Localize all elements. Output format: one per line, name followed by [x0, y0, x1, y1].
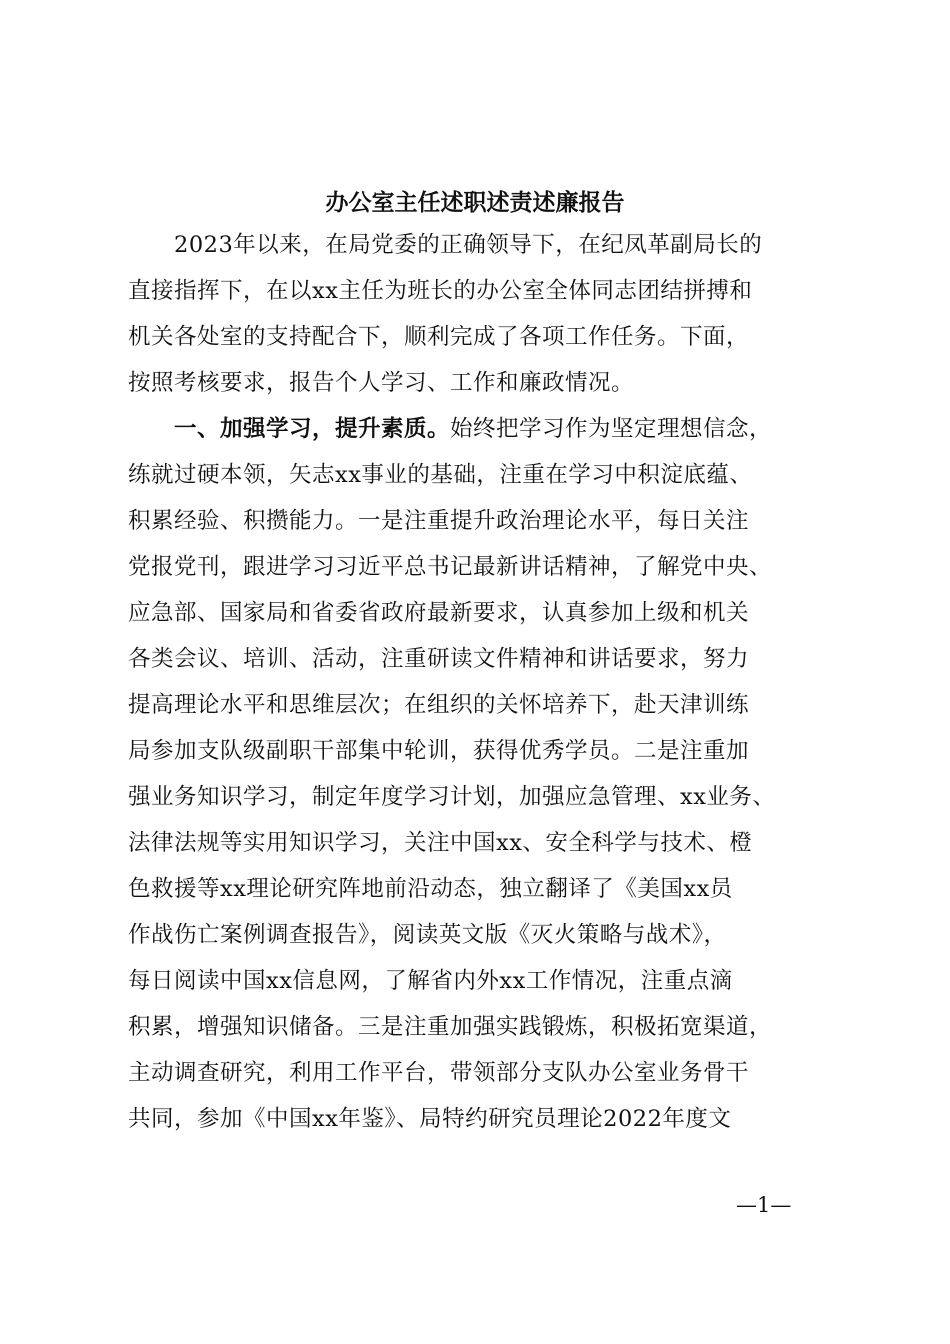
paragraph-line: 作战伤亡案例调查报告》，阅读英文版《灭火策略与战术》， [128, 922, 727, 948]
paragraph-line: 色救援等xx理论研究阵地前沿动态，独立翻译了《美国xx员 [128, 876, 733, 902]
document-body [128, 222, 828, 1142]
paragraph-line: 各类会议、培训、活动，注重研读文件精神和讲话要求，努力 [128, 646, 750, 672]
paragraph-line: 积累，增强知识储备。三是注重加强实践锻炼，积极拓宽渠道， [128, 1014, 773, 1040]
paragraph-line: 机关各处室的支持配合下，顺利完成了各项工作任务。下面， [128, 324, 750, 350]
paragraph-line: 积累经验、积攒能力。一是注重提升政治理论水平，每日关注 [128, 508, 750, 534]
paragraph-line: 按照考核要求，报告个人学习、工作和廉政情况。 [128, 370, 635, 396]
section-heading: 一、加强学习，提升素质。 [174, 416, 451, 442]
paragraph-line: 法律法规等实用知识学习，关注中国xx、安全科学与技术、橙 [128, 830, 753, 856]
document-title: 办公室主任述职述责述廉报告 [325, 189, 625, 216]
paragraph-line: 直接指挥下，在以xx主任为班长的办公室全体同志团结拼搏和 [128, 278, 753, 304]
page-number: —1— [736, 1193, 792, 1217]
paragraph-line: 局参加支队级副职干部集中轮训，获得优秀学员。二是注重加 [128, 738, 750, 764]
paragraph-line: 练就过硬本领，矢志xx事业的基础，注重在学习中积淀底蕴、 [128, 462, 753, 488]
paragraph-line: 提高理论水平和思维层次；在组织的关怀培养下，赴天津训练 [128, 692, 750, 718]
paragraph-line: 共同，参加《中国xx年鉴》、局特约研究员理论2022年度文 [128, 1106, 732, 1132]
paragraph-line: 党报党刊，跟进学习习近平总书记最新讲话精神，了解党中央、 [128, 554, 773, 580]
section-heading-line [128, 406, 828, 452]
paragraph-line: 主动调查研究，利用工作平台，带领部分支队办公室业务骨干 [128, 1060, 750, 1086]
paragraph-line: 每日阅读中国xx信息网，了解省内外xx工作情况，注重点滴 [128, 968, 733, 994]
paragraph-line: 2023年以来，在局党委的正确领导下，在纪凤革副局长的 [174, 232, 763, 258]
paragraph-line: 应急部、国家局和省委省政府最新要求，认真参加上级和机关 [128, 600, 750, 626]
paragraph-line: 强业务知识学习，制定年度学习计划，加强应急管理、xx业务、 [128, 784, 776, 810]
section-first-line-text: 始终把学习作为坚定理想信念， [450, 416, 773, 442]
